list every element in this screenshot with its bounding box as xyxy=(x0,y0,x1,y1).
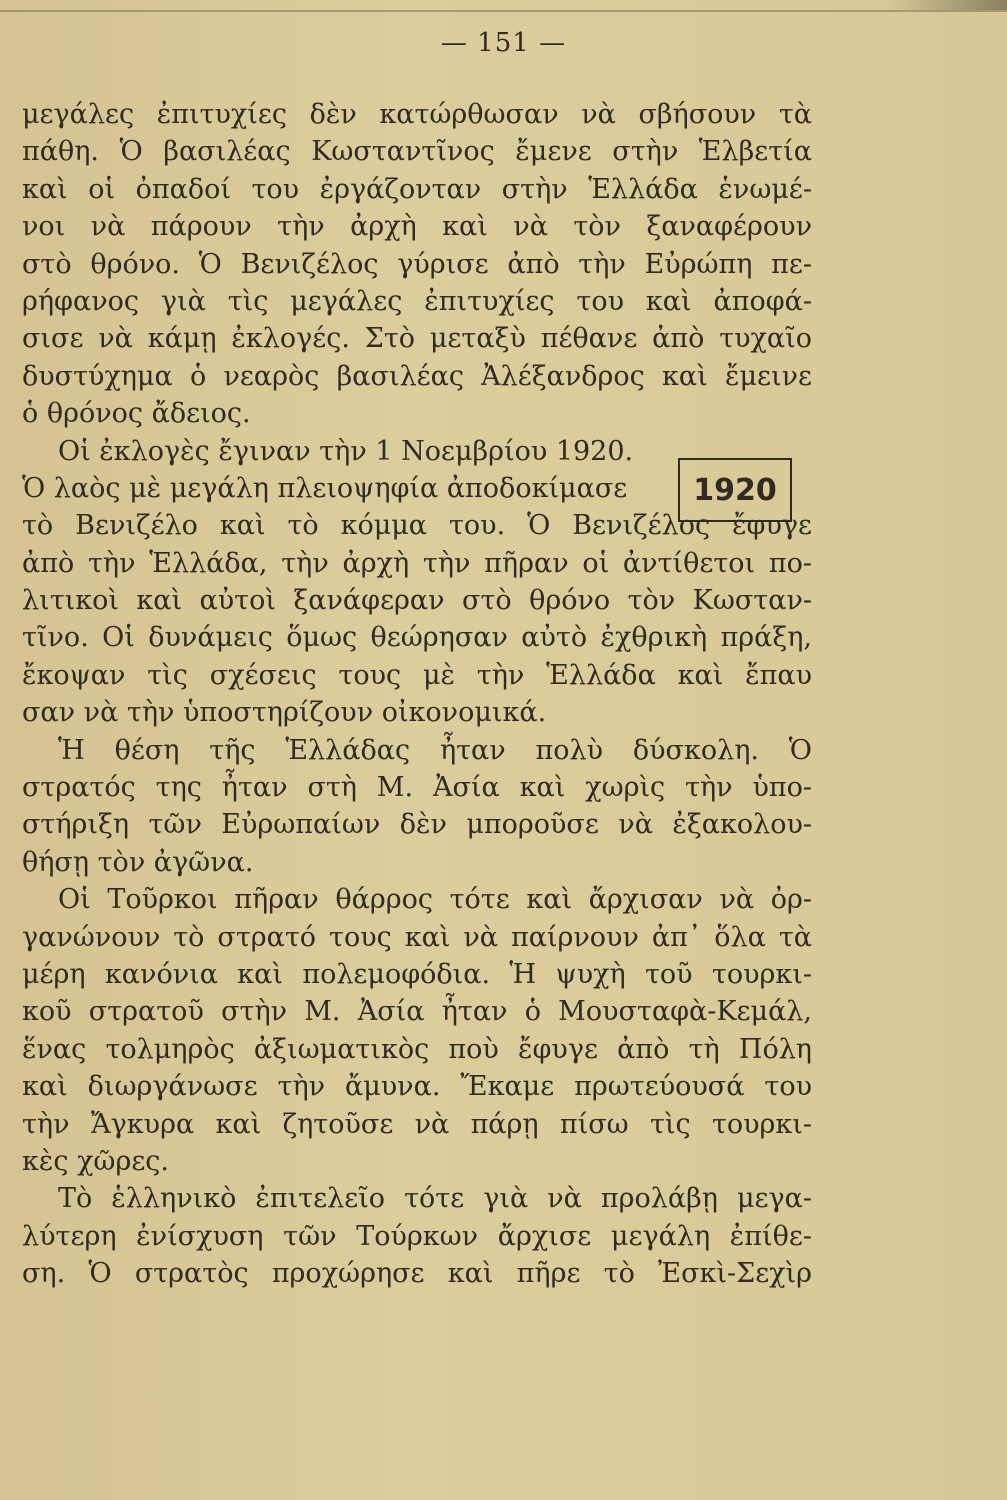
text-line: πάθη. Ὁ βασιλέας Κωσταντῖνος ἔμενε στὴν Ἑλβετία xyxy=(22,136,812,168)
text-line: ρήφανος γιὰ τὶς μεγάλες ἐπιτυχίες του καὶ ἀποφά- xyxy=(22,285,812,317)
text-line: στήριξη τῶν Εὐρωπαίων δὲν μποροῦσε νὰ ἐξακολου- xyxy=(22,809,812,841)
text-line: κὲς χῶρες. xyxy=(22,1145,170,1177)
text-line: μεγάλες ἐπιτυχίες δὲν κατώρθωσαν νὰ σβήσουν τὰ xyxy=(22,99,812,130)
text-line: ση. Ὁ στρατὸς προχώρησε καὶ πῆρε τὸ Ἐσκὶ-Σεχὶρ xyxy=(22,1258,812,1290)
text-line: Οἱ Τοῦρκοι πῆραν θάρρος τότε καὶ ἄρχισαν νὰ ὀρ- xyxy=(58,884,812,916)
body-text xyxy=(22,96,812,1293)
text-line: δυστύχημα ὁ νεαρὸς βασιλέας Ἀλέξανδρος καὶ ἔμεινε xyxy=(22,360,812,392)
text-line: μέρη κανόνια καὶ πολεμοφόδια. Ἡ ψυχὴ τοῦ τουρκι- xyxy=(22,958,812,990)
text-line: ἀπὸ τὴν Ἑλλάδα, τὴν ἀρχὴ τὴν πῆραν οἱ ἀντίθετοι πο- xyxy=(22,547,812,579)
text-line: Οἱ ἐκλογὲς ἔγιναν τὴν 1 Νοεμβρίου 1920. xyxy=(58,435,634,467)
text-line: ἔκοψαν τὶς σχέσεις τους μὲ τὴν Ἑλλάδα καὶ ἔπαυ xyxy=(22,659,812,691)
margin-year-box: 1920 xyxy=(678,458,792,522)
text-line: τὴν Ἄγκυρα καὶ ζητοῦσε νὰ πάρῃ πίσω τὶς τουρκι- xyxy=(22,1108,812,1140)
text-line: Τὸ ἑλληνικὸ ἐπιτελεῖο τότε γιὰ νὰ προλάβῃ μεγα- xyxy=(58,1183,812,1215)
text-line: καὶ διωργάνωσε τὴν ἄμυνα. Ἔκαμε πρωτεύουσά του xyxy=(22,1071,812,1103)
text-line: λύτερη ἐνίσχυση τῶν Τούρκων ἄρχισε μεγάλη ἐπίθε- xyxy=(22,1220,812,1252)
text-line: στὸ θρόνο. Ὁ Βενιζέλος γύρισε ἀπὸ τὴν Εὐρώπη πε- xyxy=(22,248,812,280)
text-line: θήσῃ τὸν ἀγῶνα. xyxy=(22,846,254,878)
text-line: κοῦ στρατοῦ στὴν Μ. Ἀσία ἦταν ὁ Μουσταφὰ-Κεμάλ, xyxy=(22,996,812,1028)
text-line: Ἡ θέση τῆς Ἑλλάδας ἦταν πολὺ δύσκολη. Ὁ xyxy=(58,734,812,766)
text-line: τὸ Βενιζέλο καὶ τὸ κόμμα του. Ὁ Βενιζέλος ἔφυγε xyxy=(22,510,812,542)
text-line: σαν νὰ τὴν ὑποστηρίζουν οἰκονομικά. xyxy=(22,697,547,729)
top-rule xyxy=(0,10,1007,12)
text-line: ὁ θρόνος ἄδειος. xyxy=(22,398,251,430)
text-line: γανώνουν τὸ στρατό τους καὶ νὰ παίρνουν ἀπ᾽ ὅλα τὰ xyxy=(22,921,812,953)
text-line: στρατός της ἦταν στὴ Μ. Ἀσία καὶ χωρὶς τὴν ὑπο- xyxy=(22,772,812,804)
text-line: σισε νὰ κάμῃ ἐκλογές. Στὸ μεταξὺ πέθανε ἀπὸ τυχαῖο xyxy=(22,323,812,355)
top-edge-shadow xyxy=(887,0,1007,10)
text-line: Ὁ λαὸς μὲ μεγάλη πλειοψηφία ἀποδοκίμασε xyxy=(22,472,628,504)
text-line: καὶ οἱ ὀπαδοί του ἐργάζονταν στὴν Ἑλλάδα ἑνωμέ- xyxy=(22,173,812,205)
page-number: — 151 — xyxy=(440,28,567,58)
text-line: τῖνο. Οἱ δυνάμεις ὅμως θεώρησαν αὐτὸ ἐχθρικὴ πράξη, xyxy=(22,622,812,654)
text-line: νοι νὰ πάρουν τὴν ἀρχὴ καὶ νὰ τὸν ξαναφέρουν xyxy=(22,211,812,243)
text-line: λιτικοὶ καὶ αὐτοὶ ξανάφεραν στὸ θρόνο τὸν Κωσταν- xyxy=(22,585,812,617)
text-line: ἕνας τολμηρὸς ἀξιωματικὸς ποὺ ἔφυγε ἀπὸ τὴ Πόλη xyxy=(22,1033,812,1065)
